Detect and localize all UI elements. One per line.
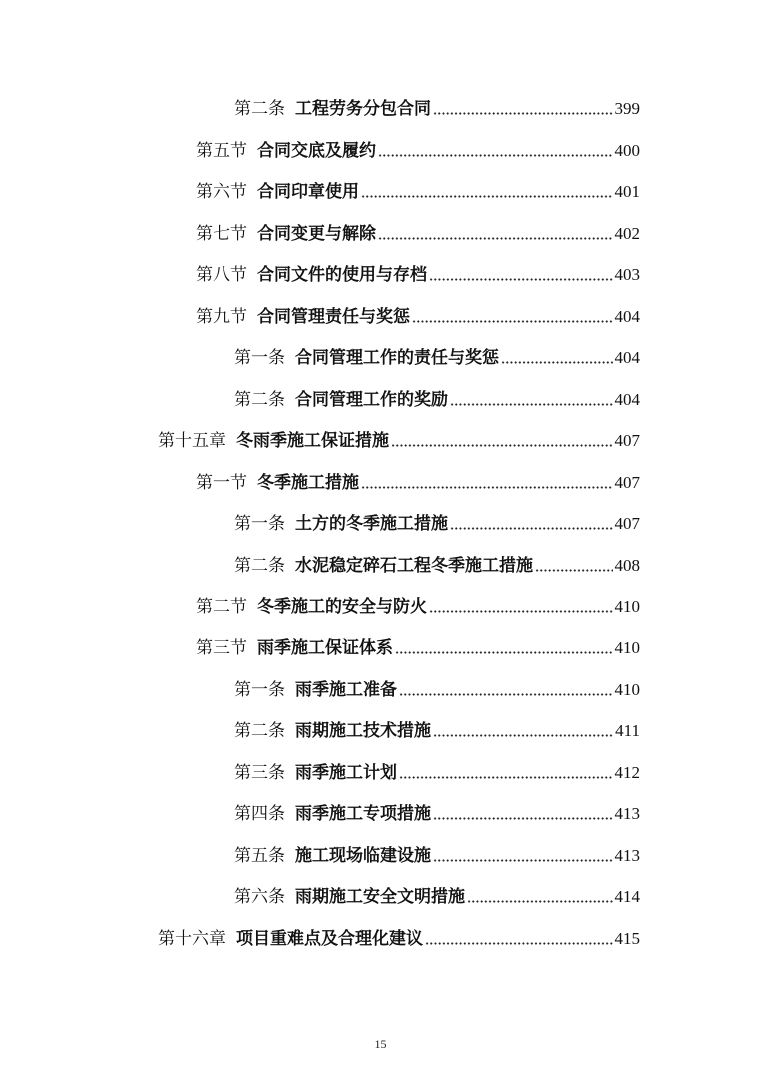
dot-leader [433, 734, 613, 737]
dot-leader [429, 610, 613, 613]
toc-entry[interactable] [234, 717, 640, 745]
dot-leader [378, 237, 613, 240]
entry-number: 第一条 [234, 680, 285, 700]
entry-page-number: 407 [614, 431, 640, 450]
entry-title: 冬季施工的安全与防火 [257, 597, 427, 617]
entry-page-number: 415 [614, 929, 640, 948]
entry-number: 第三条 [234, 763, 285, 783]
entry-page-number: 404 [614, 307, 640, 326]
entry-title: 合同管理责任与奖惩 [257, 307, 410, 327]
dot-leader [425, 942, 613, 945]
dot-leader [378, 154, 613, 157]
entry-page-number: 404 [614, 390, 640, 409]
dot-leader [391, 444, 613, 447]
entry-number: 第一条 [234, 514, 285, 534]
entry-number: 第六节 [196, 182, 247, 202]
toc-entry[interactable] [234, 95, 640, 123]
entry-page-number: 407 [614, 514, 640, 533]
entry-page-number: 413 [614, 804, 640, 823]
toc-entry[interactable] [196, 469, 640, 497]
entry-title: 雨季施工保证体系 [257, 638, 393, 658]
toc-entry[interactable] [196, 593, 640, 621]
entry-title: 水泥稳定碎石工程冬季施工措施 [295, 556, 533, 576]
entry-page-number: 400 [614, 141, 640, 160]
entry-number: 第三节 [196, 638, 247, 658]
toc-entry[interactable] [234, 842, 640, 870]
dot-leader [399, 776, 613, 779]
entry-title: 雨期施工技术措施 [295, 721, 431, 741]
entry-page-number: 410 [614, 638, 640, 657]
entry-title: 雨季施工准备 [295, 680, 397, 700]
dot-leader [412, 320, 613, 323]
entry-title: 冬季施工措施 [257, 473, 359, 493]
entry-number: 第二条 [234, 99, 285, 119]
entry-page-number: 414 [614, 887, 640, 906]
entry-page-number: 404 [614, 348, 640, 367]
toc-entry[interactable] [234, 510, 640, 538]
entry-number: 第九节 [196, 307, 247, 327]
dot-leader [535, 569, 613, 572]
toc-entry[interactable] [234, 883, 640, 911]
toc-entry[interactable] [234, 344, 640, 372]
entry-page-number: 412 [614, 763, 640, 782]
entry-number: 第二条 [234, 721, 285, 741]
dot-leader [361, 486, 613, 489]
entry-title: 雨季施工计划 [295, 763, 397, 783]
entry-title: 合同交底及履约 [257, 141, 376, 161]
dot-leader [361, 195, 613, 198]
dot-leader [501, 361, 613, 364]
entry-title: 雨期施工安全文明措施 [295, 887, 465, 907]
entry-title: 雨季施工专项措施 [295, 804, 431, 824]
entry-page-number: 401 [614, 182, 640, 201]
toc-entry[interactable] [234, 552, 640, 580]
entry-title: 合同管理工作的奖励 [295, 390, 448, 410]
dot-leader [433, 817, 613, 820]
entry-number: 第二条 [234, 556, 285, 576]
entry-page-number: 408 [614, 556, 640, 575]
dot-leader [429, 278, 613, 281]
entry-title: 合同印章使用 [257, 182, 359, 202]
dot-leader [433, 112, 613, 115]
entry-number: 第二条 [234, 390, 285, 410]
dot-leader [467, 900, 613, 903]
toc-entry[interactable] [196, 261, 640, 289]
entry-title: 冬雨季施工保证措施 [236, 431, 389, 451]
entry-page-number: 410 [614, 597, 640, 616]
entry-number: 第四条 [234, 804, 285, 824]
dot-leader [399, 693, 613, 696]
toc-entry[interactable] [196, 220, 640, 248]
entry-page-number: 403 [614, 265, 640, 284]
toc-entry[interactable] [158, 925, 640, 953]
entry-title: 合同管理工作的责任与奖惩 [295, 348, 499, 368]
page-footer-number: 15 [374, 1037, 387, 1051]
entry-page-number: 399 [614, 99, 640, 118]
toc-entry[interactable] [196, 303, 640, 331]
dot-leader [395, 651, 613, 654]
entry-page-number: 407 [614, 473, 640, 492]
entry-title: 合同变更与解除 [257, 224, 376, 244]
toc-entry[interactable] [234, 386, 640, 414]
entry-title: 项目重难点及合理化建议 [236, 929, 423, 949]
toc-entry[interactable] [234, 676, 640, 704]
entry-page-number: 402 [614, 224, 640, 243]
entry-number: 第五条 [234, 846, 285, 866]
toc-entry[interactable] [196, 634, 640, 662]
entry-number: 第二节 [196, 597, 247, 617]
entry-page-number: 411 [615, 721, 640, 740]
entry-number: 第十五章 [158, 431, 226, 451]
dot-leader [450, 527, 613, 530]
dot-leader [450, 403, 613, 406]
entry-title: 土方的冬季施工措施 [295, 514, 448, 534]
entry-title: 工程劳务分包合同 [295, 99, 431, 119]
entry-number: 第一节 [196, 473, 247, 493]
toc-entry[interactable] [234, 759, 640, 787]
toc-entry[interactable] [196, 137, 640, 165]
entry-page-number: 413 [614, 846, 640, 865]
toc-entry[interactable] [158, 427, 640, 455]
entry-title: 施工现场临建设施 [295, 846, 431, 866]
toc-entry[interactable] [196, 178, 640, 206]
entry-number: 第一条 [234, 348, 285, 368]
entry-number: 第六条 [234, 887, 285, 907]
toc-entry[interactable] [234, 800, 640, 828]
entry-number: 第五节 [196, 141, 247, 161]
entry-number: 第七节 [196, 224, 247, 244]
entry-title: 合同文件的使用与存档 [257, 265, 427, 285]
dot-leader [433, 859, 613, 862]
entry-page-number: 410 [614, 680, 640, 699]
entry-number: 第八节 [196, 265, 247, 285]
entry-number: 第十六章 [158, 929, 226, 949]
